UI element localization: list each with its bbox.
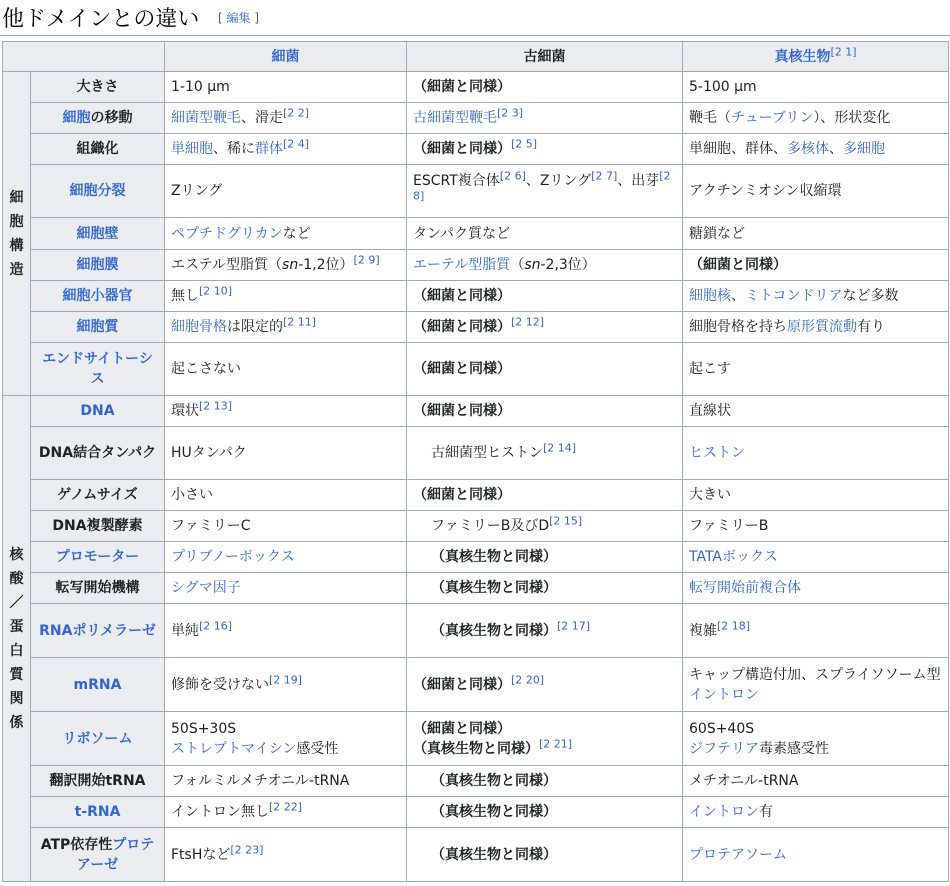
cell-bacteria: 起こさない [165,343,407,396]
cell-archaea: （真核生物と同様） [407,797,683,828]
row-endocytosis [3,343,949,396]
cell-bacteria [165,281,407,312]
cell-eukarya [683,604,949,658]
cell-text: 修飾を受けない [171,676,269,693]
ref-2-3[interactable]: [2 3] [497,106,524,120]
ref-2-14[interactable]: [2 14] [543,441,577,455]
cell-eukarya: 大きい [683,480,949,511]
domain-comparison-table [2,41,949,882]
cell-archaea [407,134,683,165]
link-archaellum[interactable]: 古細菌型鞭毛 [413,110,497,126]
link-unicellular[interactable]: 単細胞 [171,141,213,157]
cell-text: sn [524,257,541,273]
label-link[interactable]: 細胞壁 [76,225,119,242]
row-genome [3,480,949,511]
cell-bacteria [165,542,407,573]
cell-bacteria [165,312,407,343]
ref-2-9[interactable]: [2 9] [353,253,380,267]
cell-archaea: （真核生物と同様） [407,828,683,882]
cell-text: 古細菌型ヒストン [431,445,543,461]
ref-2-19[interactable]: [2 19] [269,672,303,686]
cell-eukarya [683,542,949,573]
row-ribosome [3,712,949,766]
link-diphtheria[interactable]: ジフテリア [689,740,759,757]
label-link[interactable]: エンドサイトーシス [42,351,153,387]
label-text: ATP依存性 [40,836,113,853]
cell-eukarya: 5-100 μm [683,72,949,103]
cell-text: イントロン無し [171,804,269,820]
cell-bacteria [165,134,407,165]
ref-2-4[interactable]: [2 4] [283,137,310,151]
ref-2-11[interactable]: [2 11] [283,315,317,329]
group-char: 構 [9,237,24,254]
cell-text: 環状 [171,403,199,419]
cell-archaea [407,511,683,542]
link-streptomycin[interactable]: ストレプトマイシン [171,740,297,757]
group-char: ／ [9,594,24,611]
cell-text: 60S+40S [689,720,755,737]
row-organization [3,134,949,165]
group-nucleic-protein [3,396,31,882]
cell-text: -2,3位） [540,257,596,273]
cell-eukarya [683,134,949,165]
row-motility [3,103,949,134]
label-genome: ゲノムサイズ [31,480,165,511]
ref-2-17[interactable]: [2 17] [557,618,591,632]
cell-text: 、 [731,288,745,304]
cell-text: ）、形状変化 [813,110,891,126]
ref-2-8[interactable]: [2 8] [413,169,671,203]
cell-text: ESCRT複合体 [413,173,500,189]
label-rnapol [31,604,165,658]
cell-archaea [407,250,683,281]
cell-text: など [282,225,311,242]
label-replication: DNA複製酵素 [31,511,165,542]
label-link[interactable]: リボソーム [62,730,133,747]
cell-text: 、 [829,141,843,157]
label-link[interactable]: プロモーター [55,549,140,565]
group-cell-structure [3,72,31,396]
label-membrane [31,250,165,281]
ref-2-5[interactable]: [2 5] [511,137,538,151]
cell-bacteria [165,218,407,250]
label-link[interactable]: 細胞分裂 [69,183,126,199]
row-trna [3,797,949,828]
cell-text: sn [282,257,299,273]
ref-2-16[interactable]: [2 16] [199,618,233,632]
group-char: 細 [9,189,24,206]
cell-bacteria [165,103,407,134]
link-cytoskeleton[interactable]: 細胞骨格 [171,319,227,335]
header-empty [3,42,165,72]
link-bacterial-flagellum[interactable]: 細菌型鞭毛 [171,110,241,126]
cell-text: 複雑 [689,622,717,639]
link-histone[interactable]: ヒストン [689,445,745,461]
ref-2-13[interactable]: [2 13] [199,399,233,413]
ref-2-15[interactable]: [2 15] [549,514,583,528]
cell-bacteria [165,250,407,281]
ref-2-23[interactable]: [2 23] [230,842,264,856]
label-organelle [31,281,165,312]
label-initiation: 転写開始機構 [31,573,165,604]
cell-bacteria: 1-10 μm [165,72,407,103]
ref-2-20[interactable]: [2 20] [511,672,545,686]
link-multicellular[interactable]: 多細胞 [843,141,885,157]
cell-bacteria: フォルミルメチオニル-tRNA [165,766,407,797]
cell-text: （細菌と同様） [413,141,511,157]
cell-bacteria: ファミリーC [165,511,407,542]
cell-text: 毒素感受性 [759,740,829,757]
link-tata-box[interactable]: TATAボックス [689,549,778,565]
cell-text: （真核生物と同様） [413,740,539,757]
cell-archaea [407,427,683,480]
ref-2-6[interactable]: [2 6] [499,169,526,183]
edit-link[interactable]: 編集 [226,11,251,25]
cell-archaea: （真核生物と同様） [407,542,683,573]
cell-text: （細菌と同様） [413,720,511,737]
link-cytoplasmic-streaming[interactable]: 原形質流動 [787,319,857,335]
ref-2-18[interactable]: [2 18] [717,618,751,632]
header-eukarya [683,42,949,72]
link-tubulin[interactable]: チューブリン [731,110,814,126]
cell-archaea: タンパク質など [407,218,683,250]
heading-rule [0,35,950,36]
edit-bracket-open: [ [218,11,223,25]
cell-eukarya: 起こす [683,343,949,396]
label-division [31,165,165,218]
label-atp-protease [31,828,165,882]
cell-archaea: （細菌と同様） [407,72,683,103]
link-sigma-factor[interactable]: シグマ因子 [171,580,241,596]
row-trna-init [3,766,949,797]
cell-eukarya: メチオニル-tRNA [683,766,949,797]
group-char: 蛋 [9,618,24,635]
cell-archaea [407,312,683,343]
cell-text: 、出芽 [617,173,660,189]
label-link[interactable]: t-RNA [74,804,121,820]
cell-text: 鞭毛（ [689,110,731,126]
cell-text: FtsHなど [171,846,231,863]
cell-eukarya [683,712,949,766]
header-bacteria [165,42,407,72]
cell-text: 単純 [171,622,199,639]
label-trna [31,797,165,828]
link-mitochondria[interactable]: ミトコンドリア [745,288,843,304]
cell-text: 有 [759,804,773,820]
label-link[interactable]: RNAポリメラーゼ [39,622,156,639]
cell-bacteria [165,396,407,427]
group-char: 係 [9,714,24,731]
row-division [3,165,949,218]
label-promoter [31,542,165,573]
cell-eukarya [683,312,949,343]
link-preinitiation-complex[interactable]: 転写開始前複合体 [689,580,801,596]
cell-eukarya [683,281,949,312]
cell-eukarya [683,797,949,828]
group-char: 白 [9,642,24,659]
cell-eukarya [683,828,949,882]
cell-text: 細胞骨格を持ち [689,319,787,335]
cell-archaea [407,658,683,712]
cell-bacteria [165,712,407,766]
link-peptidoglycan[interactable]: ペプチドグリカン [171,225,283,242]
cell-archaea: （細菌と同様） [407,281,683,312]
label-ribosome [31,712,165,766]
section-heading [0,0,950,36]
row-promoter [3,542,949,573]
header-eukarya-link[interactable]: 真核生物 [774,48,831,65]
row-replication [3,511,949,542]
label-mrna [31,658,165,712]
cell-eukarya: （細菌と同様） [683,250,949,281]
link-nucleus[interactable]: 細胞核 [689,288,731,304]
cell-archaea [407,165,683,218]
cell-text: （真核生物と同様） [431,622,557,639]
label-motility [31,103,165,134]
cell-archaea: （細菌と同様） [407,480,683,511]
cell-eukarya: アクチンミオシン収縮環 [683,165,949,218]
cell-text: -1,2位） [298,257,354,273]
header-archaea: 古細菌 [407,42,683,72]
cell-archaea: （細菌と同様） [407,396,683,427]
ref-2-7[interactable]: [2 7] [591,169,618,183]
cell-text: 無し [171,288,199,304]
cell-text: （ [510,257,525,273]
cell-bacteria [165,797,407,828]
section-edit [218,9,259,26]
label-link[interactable]: 細胞小器官 [62,288,133,304]
row-initiation [3,573,949,604]
ref-2-1[interactable]: [2 1] [830,44,857,58]
cell-archaea: （細菌と同様） [407,343,683,396]
cell-eukarya [683,658,949,712]
label-text: の移動 [90,110,133,126]
label-link[interactable]: DNA [80,403,115,419]
group-char: 酸 [9,570,24,587]
label-trna-init: 翻訳開始tRNA [31,766,165,797]
label-link[interactable]: 細胞質 [76,319,119,335]
label-link[interactable]: 細胞膜 [76,257,119,273]
label-link[interactable]: mRNA [73,676,122,693]
cell-eukarya [683,573,949,604]
cell-text: 50S+30S [171,720,237,737]
ref-2-22[interactable]: [2 22] [269,800,303,814]
label-cytoplasm [31,312,165,343]
row-mrna [3,658,949,712]
cell-bacteria [165,604,407,658]
row-cytoplasm [3,312,949,343]
group-char: 造 [9,261,24,278]
header-bacteria-link[interactable]: 細菌 [271,48,300,65]
row-wall [3,218,949,250]
header-row [3,42,949,72]
link-ether-lipid[interactable]: エーテル型脂質 [413,257,511,273]
row-rnapol [3,604,949,658]
cell-bacteria: Zリング [165,165,407,218]
cell-archaea [407,103,683,134]
group-char: 胞 [9,213,24,230]
link-proteasome[interactable]: プロテアソーム [689,846,787,863]
label-wall [31,218,165,250]
cell-bacteria [165,573,407,604]
cell-eukarya: ファミリーB [683,511,949,542]
link-intron[interactable]: イントロン [689,804,759,820]
cell-eukarya [683,427,949,480]
cell-text: キャップ構造付加、スプライソソーム型 [689,666,941,683]
label-endocytosis [31,343,165,396]
link-syncytium[interactable]: 多核体 [787,141,829,157]
cell-text: （細菌と同様） [413,319,511,335]
label-link[interactable]: 細胞 [62,110,91,126]
cell-text: ファミリーB及びD [431,518,550,534]
cell-text: 、稀に [213,141,255,157]
cell-archaea [407,604,683,658]
row-dna-protein [3,427,949,480]
cell-text: 単細胞、群体、 [689,141,787,157]
ref-2-21[interactable]: [2 21] [539,736,573,750]
cell-bacteria: HUタンパク [165,427,407,480]
cell-text: エステル型脂質（ [171,257,283,273]
section-title: 他ドメインとの違い [2,7,200,32]
row-dna [3,396,949,427]
cell-text: 有り [857,319,885,335]
cell-archaea: （真核生物と同様） [407,766,683,797]
cell-text: など多数 [842,288,899,304]
cell-bacteria: 小さい [165,480,407,511]
group-char: 質 [9,666,24,683]
edit-bracket-close: ] [254,11,260,25]
ref-2-10[interactable]: [2 10] [199,284,233,298]
row-membrane [3,250,949,281]
cell-archaea: （真核生物と同様） [407,573,683,604]
cell-archaea [407,712,683,766]
cell-text: （細菌と同様） [413,676,511,693]
label-organization: 組織化 [31,134,165,165]
row-atp-protease [3,828,949,882]
cell-bacteria [165,658,407,712]
label-dna-protein: DNA結合タンパク [31,427,165,480]
cell-text: 感受性 [296,740,339,757]
ref-2-12[interactable]: [2 12] [511,315,545,329]
link-colony[interactable]: 群体 [255,141,283,157]
label-dna [31,396,165,427]
row-organelle [3,281,949,312]
cell-bacteria [165,828,407,882]
cell-eukarya [683,103,949,134]
link-pribnow-box[interactable]: プリブノーボックス [171,549,295,565]
cell-eukarya: 糖鎖など [683,218,949,250]
row-size [3,72,949,103]
link-intron[interactable]: イントロン [689,686,759,703]
cell-text: は限定的 [227,319,283,335]
label-size: 大きさ [31,72,165,103]
label-link[interactable]: プロテアーゼ [76,836,155,873]
cell-text: 、Zリング [525,173,592,189]
cell-text: 、滑走 [241,110,283,126]
cell-eukarya: 直線状 [683,396,949,427]
group-char: 関 [9,690,24,707]
group-char: 核 [9,546,24,563]
ref-2-2[interactable]: [2 2] [283,106,310,120]
